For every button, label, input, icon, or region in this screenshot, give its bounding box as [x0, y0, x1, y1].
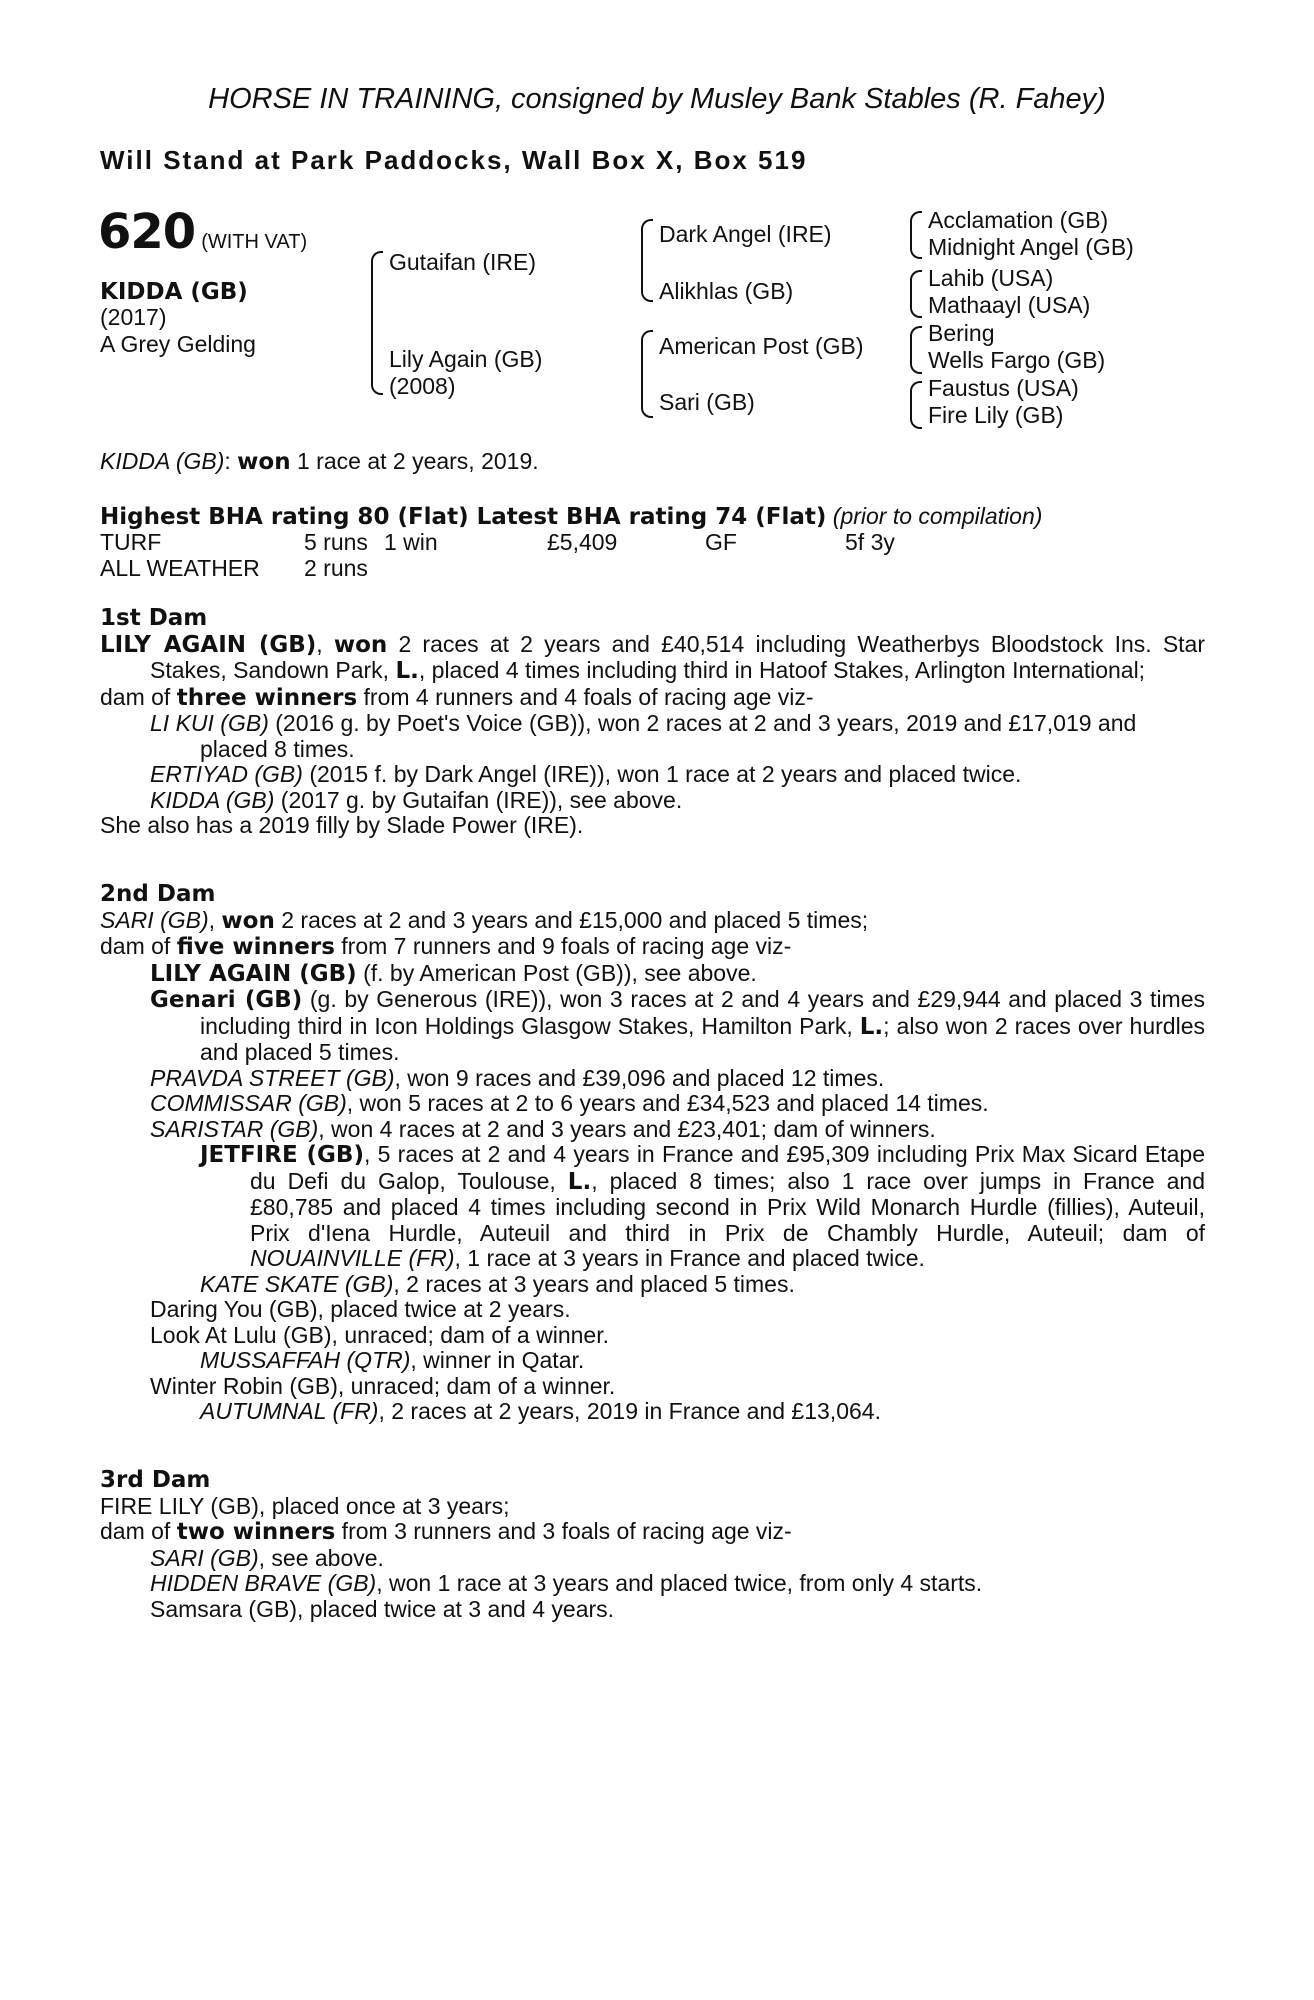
produce-text-3: , 1 race at 3 years in France and placed twice.	[454, 1245, 925, 1271]
horse-description: A Grey Gelding	[100, 331, 256, 357]
second-dam-section	[100, 882, 1205, 1425]
third-dam-produce-2	[100, 1571, 1205, 1597]
lot-number: 620	[98, 204, 196, 260]
g3-brace-3	[910, 326, 922, 374]
second-dam-of: dam of	[100, 933, 177, 959]
record-separator: :	[224, 448, 231, 474]
pedigree-dam-year: (2008)	[389, 373, 456, 399]
produce-name: AUTUMNAL (FR)	[200, 1398, 379, 1424]
produce-name: JETFIRE (GB)	[200, 1142, 364, 1168]
produce-text: , won 4 races at 2 and 3 years and £23,401; dam of winners.	[318, 1115, 936, 1142]
turf-wins: 1 win	[384, 529, 438, 555]
race-record	[100, 449, 1205, 476]
produce-name: LI KUI (GB)	[150, 710, 269, 736]
first-dam-also: She also has a 2019 filly by Slade Power (IRE).	[100, 812, 584, 838]
turf-runs: 5 runs	[304, 529, 368, 555]
produce-text: (f. by American Post (GB)), see above.	[356, 959, 757, 986]
second-dam-produce-4	[100, 1091, 1205, 1117]
first-dam-produce-3	[100, 788, 1205, 814]
first-dam-listed: L.	[395, 658, 419, 684]
produce-text: (2016 g. by Poet's Voice (GB)), won 2 races at 2 and 3 years, 2019 and £17,019 and placed 8 times.	[200, 710, 1137, 762]
sire-parents-brace	[641, 219, 653, 302]
produce-name: ERTIYAD (GB)	[150, 761, 303, 787]
second-dam-produce-1	[100, 961, 1205, 988]
turf-distance: 5f 3y	[845, 529, 895, 555]
produce-text: , 5 races at 2 and 4 years in France and £95,309 including Prix Max Sicard Etape du Defi du Galop, Toulouse,	[250, 1141, 1205, 1194]
first-dam-produce-intro	[100, 685, 1205, 712]
pedigree-sire-dam: Alikhlas (GB)	[659, 278, 794, 304]
first-dam-produce-1	[100, 711, 1205, 762]
first-dam-text-1: 2 races at 2 years and £40,514 including Weatherbys Bloodstock Ins. Star Stakes, Sandown Park,	[150, 630, 1205, 683]
second-dam-text: 2 races at 2 and 3 years and £15,000 and placed 5 times;	[274, 906, 869, 933]
produce-text: (2015 f. by Dark Angel (IRE)), won 1 race at 2 years and placed twice.	[302, 761, 1022, 787]
second-dam-sep: ,	[208, 906, 222, 933]
record-text: 1 race at 2 years, 2019.	[290, 448, 539, 474]
produce-text-2: ; also won 2 races over hurdles and placed 5 times.	[200, 1012, 1205, 1065]
aw-runs: 2 runs	[304, 555, 368, 581]
lot-vat: (WITH VAT)	[201, 231, 308, 253]
second-dam-produce-7: Look At Lulu (GB), unraced; dam of a winner.	[150, 1321, 609, 1348]
produce-name: SARISTAR (GB)	[150, 1115, 319, 1142]
second-dam-grandproduce-kate-skate	[100, 1272, 1205, 1298]
second-dam-produce-5	[100, 1117, 1205, 1143]
dam-parents-brace	[641, 330, 653, 418]
pedigree-g3-1: Acclamation (GB)	[928, 207, 1109, 233]
pedigree-dam: Lily Again (GB)	[389, 346, 543, 372]
sire-dam-brace	[371, 251, 383, 395]
produce-text: (g. by Generous (IRE)), won 3 races at 2 and 4 years and £29,944 and placed 3 times including third in Icon Holdings Glasgow Stakes, Hamilton Park,	[200, 986, 1205, 1039]
first-dam-heading: 1st Dam	[100, 605, 208, 631]
produce-text: , won 9 races and £39,096 and placed 12 times.	[394, 1064, 885, 1091]
pedigree-sire-sire: Dark Angel (IRE)	[659, 221, 832, 247]
stand-location: Will Stand at Park Paddocks, Wall Box X, Box 519	[100, 145, 808, 175]
aw-label: ALL WEATHER	[100, 555, 260, 581]
produce-name: PRAVDA STREET (GB)	[150, 1064, 395, 1091]
ratings-line	[100, 504, 1042, 530]
horse-name: KIDDA (GB)	[100, 279, 248, 305]
produce-name: KIDDA (GB)	[150, 786, 275, 813]
second-dam-grandproduce-autumnal	[100, 1399, 1205, 1425]
third-dam-winners-count: two winners	[176, 1519, 336, 1545]
pedigree-g3-4: Mathaayl (USA)	[928, 292, 1091, 318]
record-won: won	[237, 449, 291, 475]
second-dam-produce-2	[100, 987, 1205, 1066]
record-horse-name: KIDDA (GB)	[100, 448, 225, 474]
third-dam-runners: from 3 runners and 3 foals of racing age viz-	[335, 1518, 792, 1544]
produce-name: SARI (GB)	[150, 1544, 259, 1571]
second-dam-grandproduce-jetfire	[100, 1142, 1205, 1272]
produce-text: (2017 g. by Gutaifan (IRE)), see above.	[274, 786, 683, 813]
pedigree-g3-6: Wells Fargo (GB)	[928, 347, 1106, 373]
g3-brace-2	[910, 270, 922, 318]
third-dam-summary: FIRE LILY (GB), placed once at 3 years;	[100, 1492, 510, 1519]
turf-label: TURF	[100, 529, 162, 555]
first-dam-won: won	[333, 631, 388, 658]
page-title: HORSE IN TRAINING, consigned by Musley Bank Stables (R. Fahey)	[208, 83, 1106, 115]
pedigree-g3-2: Midnight Angel (GB)	[928, 234, 1134, 260]
third-dam-of: dam of	[100, 1518, 177, 1544]
ratings-note: (prior to compilation)	[832, 503, 1043, 529]
pedigree-sire: Gutaifan (IRE)	[389, 249, 536, 275]
third-dam-produce-3: Samsara (GB), placed twice at 3 and 4 years.	[150, 1595, 615, 1622]
second-dam-grandproduce-mussaffah	[100, 1348, 1205, 1374]
produce-text: , winner in Qatar.	[410, 1347, 585, 1373]
produce-name: HIDDEN BRAVE (GB)	[150, 1570, 377, 1596]
first-dam-summary: LILY AGAIN (GB), won 2 races at 2 years and £40,514 including Weatherbys Bloodstock Ins. Star Stakes, Sandown Park, L., placed 4 times including third in Hatoof Stakes, Arlington International;	[100, 630, 1205, 684]
second-dam-name: SARI (GB)	[100, 906, 209, 933]
produce-name: Genari (GB)	[150, 987, 303, 1013]
pedigree-g3-8: Fire Lily (GB)	[928, 402, 1064, 428]
pedigree-dam-sire: American Post (GB)	[659, 333, 864, 359]
pedigree-g3-7: Faustus (USA)	[928, 375, 1079, 401]
produce-listed: L.	[859, 1013, 884, 1040]
second-dam-won: won	[221, 907, 275, 934]
produce-offspring: NOUAINVILLE (FR)	[250, 1245, 455, 1271]
g3-brace-1	[910, 211, 922, 259]
turf-prize: £5,409	[547, 529, 618, 555]
pedigree-g3-5: Bering	[928, 320, 995, 346]
second-dam-produce-8: Winter Robin (GB), unraced; dam of a winner.	[150, 1372, 616, 1399]
second-dam-summary	[100, 908, 1205, 935]
second-dam-runners: from 7 runners and 9 foals of racing age viz-	[334, 933, 792, 959]
produce-name: MUSSAFFAH (QTR)	[200, 1347, 411, 1373]
second-dam-produce-intro	[100, 934, 1205, 961]
produce-name: COMMISSAR (GB)	[150, 1090, 347, 1116]
produce-name: LILY AGAIN (GB)	[150, 960, 357, 987]
first-dam-section	[100, 606, 1205, 839]
produce-text-2: , placed 8 times; also 1 race over jumps in France and £80,785 and placed 4 times including second in Prix Wild Monarch Hurdle (fillies), Auteuil, Prix d'Iena Hurdle, Auteuil and third in Prix de Chambly Hurdle, Auteuil; dam of	[250, 1167, 1205, 1246]
first-dam-name: LILY AGAIN (GB)	[100, 631, 317, 658]
produce-text: , won 1 race at 3 years and placed twice, from only 4 starts.	[376, 1570, 983, 1596]
third-dam-produce-intro	[100, 1519, 1205, 1546]
first-dam-runners: from 4 runners and 4 foals of racing age viz-	[357, 683, 814, 710]
second-dam-produce-6: Daring You (GB), placed twice at 2 years.	[150, 1296, 571, 1322]
first-dam-of: dam of	[100, 683, 177, 710]
first-dam-produce-2	[100, 762, 1205, 788]
second-dam-heading: 2nd Dam	[100, 881, 216, 907]
third-dam-produce-1	[100, 1546, 1205, 1572]
third-dam-heading: 3rd Dam	[100, 1467, 211, 1493]
third-dam-section	[100, 1468, 1205, 1622]
produce-text: , won 5 races at 2 to 6 years and £34,523 and placed 14 times.	[346, 1090, 989, 1116]
produce-text: , see above.	[258, 1544, 384, 1571]
g3-brace-4	[910, 381, 922, 429]
lot-number-block	[98, 206, 307, 259]
produce-listed: L.	[567, 1168, 592, 1195]
produce-name: KATE SKATE (GB)	[200, 1270, 394, 1297]
horse-year: (2017)	[100, 304, 167, 330]
first-dam-text-2: , placed 4 times including third in Hatoof Stakes, Arlington International;	[418, 657, 1146, 683]
turf-going: GF	[705, 529, 737, 555]
second-dam-produce-3	[100, 1066, 1205, 1092]
produce-text: , 2 races at 2 years, 2019 in France and £13,064.	[378, 1398, 881, 1424]
ratings-headline: Highest BHA rating 80 (Flat) Latest BHA rating 74 (Flat)	[100, 504, 827, 530]
pedigree-g3-3: Lahib (USA)	[928, 265, 1054, 291]
second-dam-winners-count: five winners	[176, 934, 335, 960]
first-dam-winners-count: three winners	[176, 684, 358, 711]
pedigree-dam-dam: Sari (GB)	[659, 389, 755, 415]
produce-text: , 2 races at 3 years and placed 5 times.	[393, 1270, 795, 1297]
